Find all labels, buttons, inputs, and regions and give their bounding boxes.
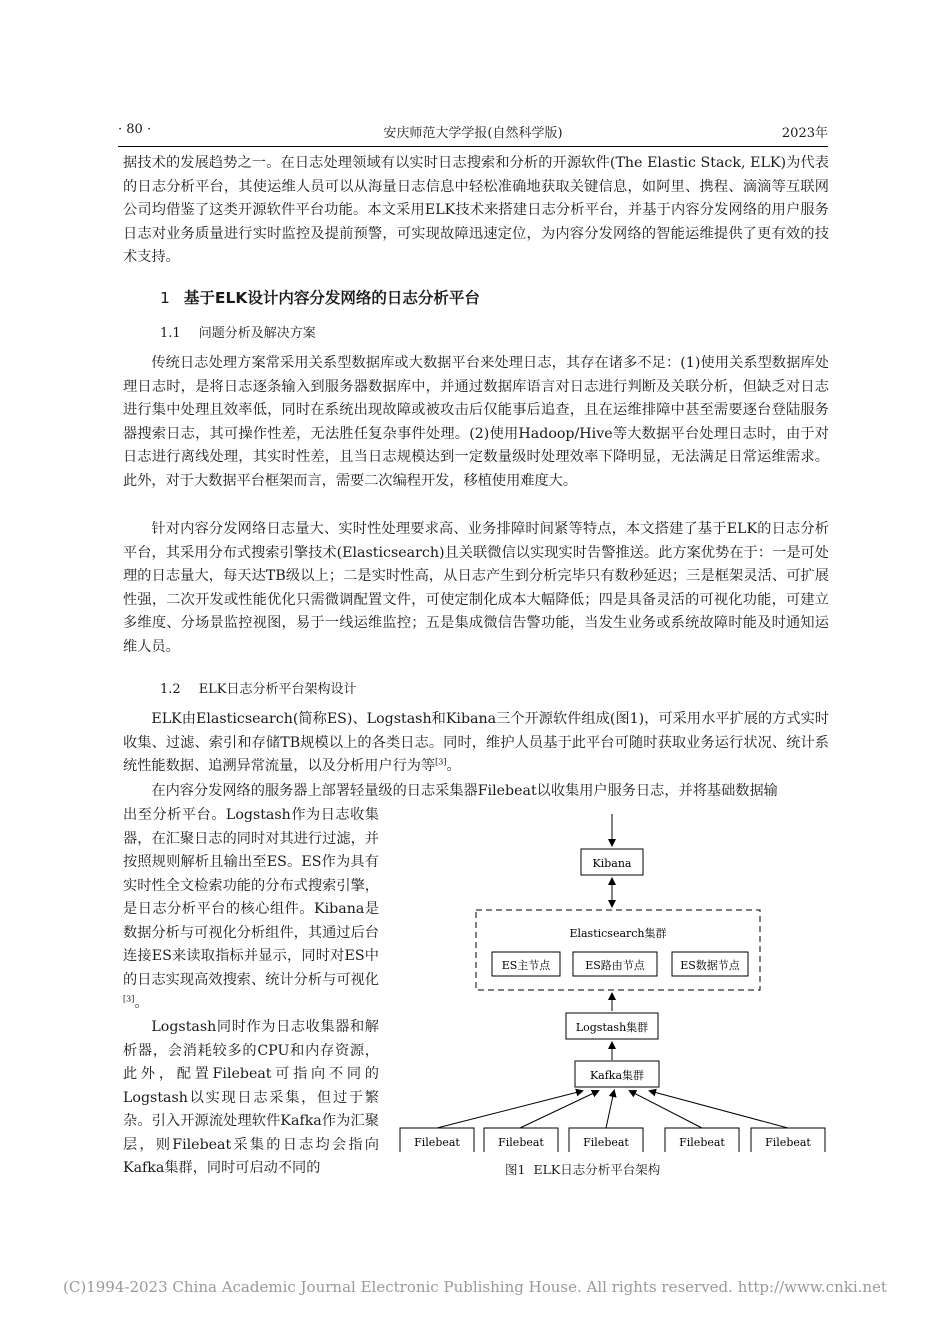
figure-caption-text: ELK日志分析平台架构 <box>533 1162 661 1177</box>
filebeat-label-3: Filebeat <box>583 1136 629 1149</box>
paragraph-filebeat-continued <box>123 804 379 1016</box>
arrow-filebeat-3 <box>606 1091 614 1128</box>
page-number: · 80 · <box>118 122 152 137</box>
logstash-label: Logstash集群 <box>575 1021 649 1034</box>
subsection-title: ELK日志分析平台架构设计 <box>198 682 357 697</box>
subsection-number: 1.2 <box>160 682 181 697</box>
section-heading-1 <box>160 286 480 308</box>
arrow-filebeat-1 <box>437 1091 582 1128</box>
citation: [3] <box>123 994 135 1004</box>
paragraph-kafka: Logstash同时作为日志收集器和解析器，会消耗较多的CPU和内存资源，此外，配置Filebeat可指向不同的Logstash以实现日志采集，但过于繁杂。引入开源流处理软件Kafka作为汇聚层，则Filebeat采集的日志均会指向Kafka集群，同时可启动不同的 <box>123 1019 379 1176</box>
citation: [3] <box>435 757 447 767</box>
subsection-heading-1-2 <box>160 678 357 697</box>
paragraph-elk-advantages: 针对内容分发网络日志量大、实时性处理要求高、业务排障时间紧等特点，本文搭建了基于ELK的日志分析平台，其采用分布式搜索引擎技术(Elasticsearch)且关联微信以实现实时告警推送。此方案优势在于：一是可处理的日志量大，每天达TB级以上；二是实时性高，从日志产生到分析完毕只有数秒延迟；三是框架灵活、可扩展性强，二次开发或性能优化只需微调配置文件，可使定制化成本大幅降低；四是具备灵活的可视化功能，可建立多维度、分场景监控视图，易于一线运维监控；五是集成微信告警功能，当发生业务或系统故障时能及时通知运维人员。 <box>123 521 829 655</box>
es-router-label: ES路由节点 <box>585 959 645 972</box>
es-master-label: ES主节点 <box>501 959 551 972</box>
filebeat-label-5: Filebeat <box>765 1136 811 1149</box>
elk-architecture-diagram <box>392 812 832 1152</box>
es-data-label: ES数据节点 <box>680 959 740 972</box>
subsection-title: 问题分析及解决方案 <box>198 326 316 341</box>
filebeat-label-4: Filebeat <box>679 1136 725 1149</box>
journal-title: 安庆师范大学学报(自然科学版) <box>383 126 563 141</box>
section-title: 基于ELK设计内容分发网络的日志分析平台 <box>183 289 480 307</box>
paragraph-text: ELK由Elasticsearch(简称ES)、Logstash和Kibana三个开源软件组成(图1)，可采用水平扩展的方式实时收集、过滤、索引和存储TB规模以上的各类日志。同时，维护人员基于此平台可随时获取业务运行状况、统计系统性能数据、追溯异常流量，以及分析用户行为等 <box>123 711 829 774</box>
section-number: 1 <box>160 289 170 307</box>
filebeat-label-2: Filebeat <box>498 1136 544 1149</box>
figure-number: 图1 <box>505 1162 526 1177</box>
copyright-footer: (C)1994-2023 China Academic Journal Electronic Publishing House. All rights reserved. http://www.cnki.net <box>63 1278 887 1296</box>
es-cluster-label: Elasticsearch集群 <box>569 927 667 940</box>
arrow-filebeat-5 <box>650 1091 788 1128</box>
paragraph-end: 。 <box>446 758 461 774</box>
running-header <box>118 122 828 142</box>
paragraph-intro-continued: 据技术的发展趋势之一。在日志处理领域有以实时日志搜索和分析的开源软件(The Elastic Stack, ELK)为代表的日志分析平台，其使运维人员可以从海量日志信息中轻松准确地获取关键信息，如阿里、携程、滴滴等互联网公司均借鉴了这类开源软件平台功能。本文采用ELK技术来搭建日志分析平台，并基于内容分发网络的用户服务日志对业务质量进行实时监控及提前预警，可实现故障迅速定位，为内容分发网络的智能运维提供了更有效的技术支持。 <box>123 155 829 265</box>
paragraph-end: 。 <box>134 995 149 1011</box>
kafka-label: Kafka集群 <box>589 1069 645 1082</box>
subsection-heading-1-1 <box>160 322 316 341</box>
es-cluster-box <box>476 910 760 990</box>
paragraph-text: 出至分析平台。Logstash作为日志收集器，在汇聚日志的同时对其进行过滤，并按照规则解析且输出至ES。ES作为具有实时性全文检索功能的分布式搜索引擎，是日志分析平台的核心组件。Kibana是数据分析与可视化分析组件，其通过后台连接ES来读取指标并显示，同时对ES中的日志实现高效搜索、统计分析与可视化 <box>123 807 379 988</box>
figure-caption <box>505 1160 660 1178</box>
paragraph-traditional-methods: 传统日志处理方案常采用关系型数据库或大数据平台来处理日志，其存在诸多不足：(1)使用关系型数据库处理日志时，是将日志逐条输入到服务器数据库中，并通过数据库语言对日志进行判断及关联分析，但缺乏对日志进行集中处理且效率低，同时在系统出现故障或被攻击后仅能事后追查，且在运维排障中甚至需要逐台登陆服务器搜索日志，其可操作性差，无法胜任复杂事件处理。(2)使用Hadoop/Hive等大数据平台处理日志时，由于对日志进行离线处理，其实时性差，且当日志规模达到一定数量级时处理效率下降明显，无法满足日常运维需求。此外，对于大数据平台框架而言，需要二次编程开发，移植使用难度大。 <box>123 355 829 489</box>
filebeat-label-1: Filebeat <box>414 1136 460 1149</box>
header-rule <box>118 146 828 147</box>
subsection-number: 1.1 <box>160 326 181 341</box>
kibana-label: Kibana <box>592 857 632 870</box>
publication-year: 2023年 <box>781 126 828 141</box>
paragraph-filebeat-line: 在内容分发网络的服务器上部署轻量级的日志采集器Filebeat以收集用户服务日志，并将基础数据输 <box>151 783 778 799</box>
arrow-filebeat-4 <box>630 1091 702 1128</box>
paragraph-elk-components <box>123 708 829 779</box>
